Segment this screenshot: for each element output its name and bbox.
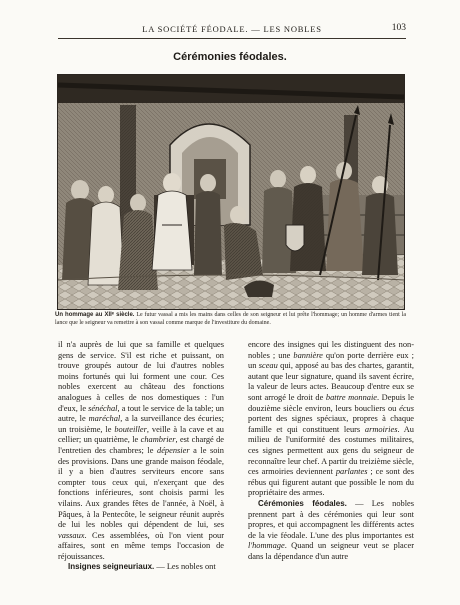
term: armoiries <box>364 424 398 434</box>
left-subsection <box>58 562 224 573</box>
text-run: a le soin des provisions. Dans une grande maison féodale, il y a bien d'autres serviteurs encore sans compter tous ceux qui, n'exerçant que des fonctions inférieures, sont choisis parmi les vilains. Aux grandes fêtes de l'année, à Noël, à Pâques, à la Pentecôte, le seigneur réunit auprès de lui les nobles qui dépendent de lui, ses <box>58 445 224 530</box>
text-run: qui, apposé au bas des chartes, garantit, autant que leur signature, quand ils savent écrire, la valeur de leurs actes. Beaucoup d'entre eux se sont arrogé le droit de <box>248 361 415 402</box>
right-subsection <box>248 499 414 563</box>
text-run: qu'on porte derrière eux ; un <box>248 350 414 371</box>
figure-caption <box>55 312 406 327</box>
term: battre monnaie <box>325 392 377 402</box>
running-title: LA SOCIÉTÉ FÉODALE. — LES NOBLES <box>142 24 322 34</box>
right-paragraph <box>248 340 414 499</box>
term: bouteiller <box>114 424 147 434</box>
caption-lead: Un hommage au XIIᵉ siècle. <box>55 312 135 318</box>
text-run: . Depuis le douzième siècle environ, leurs boucliers ou <box>248 392 414 413</box>
text-run: . Quand un seigneur veut se placer dans la dépendance d'un autre <box>248 541 414 561</box>
caption-text: Le futur vassal a mis les mains dans celles de son seigneur et lui prête l'hommage; un homme d'armes tient la lance que le seigneur va remettre à son vassal comme marque de l'investiture du domaine. <box>55 312 407 326</box>
term: l'hommage <box>248 541 285 551</box>
term: bannière <box>293 350 323 360</box>
text-run: , est chargé de l'entretien des chambres; le <box>58 435 225 455</box>
left-paragraph <box>58 340 224 562</box>
term: sceau <box>258 361 278 371</box>
text-run: il n'a auprès de lui que sa famille et quelques gens de service. S'il est riche et puissant, on trouve groupés autour de lui d'autres nobles moins fortunés qui lui forment une cour. Ces nobles exercent au château des fonctions analogues à celles de nos domestiques : l'un d'eux, le <box>58 340 224 413</box>
text-run: encore des insignes qui les distinguent des non-nobles ; une <box>248 340 414 360</box>
engraving-illustration-icon <box>57 74 405 310</box>
text-run: . Ces assemblées, où l'on vient pour affaires, sont en même temps l'occasion de réjouissances. <box>58 530 224 561</box>
term: vassaux <box>58 530 85 540</box>
text-run: ; ce sont des rébus qui figurent autant que possible le nom du propriétaire des armes. <box>248 467 414 498</box>
section-title: Cérémonies féodales. <box>173 51 287 63</box>
text-run: — Les nobles ont <box>154 562 216 572</box>
left-column <box>58 340 224 573</box>
subsection-title: Cérémonies féodales. <box>258 498 347 508</box>
text-run: , a la surveillance des écuries; un troisième, le <box>58 414 224 434</box>
text-run: , a tout le service de la table; un autre, le <box>58 403 224 424</box>
engraving-illustration-drawing <box>58 75 404 309</box>
term: écus <box>399 403 414 413</box>
term: dépensier <box>157 445 190 455</box>
page-number: 103 <box>391 23 406 33</box>
term: parlantes <box>335 467 368 477</box>
text-run: — Les nobles prennent part à des cérémonies qui leur sont propres, et qui accompagnent les différents actes de la vie féodale. L'une des plus importantes est <box>248 498 414 540</box>
term: maréchal <box>88 414 121 424</box>
text-run: . Au milieu de l'uniformité des costumes militaires, ces signes permettent aux gens du seigneur de reconnaître leur chef. A partir du treizième siècle, ces armoiries deviennent <box>248 424 414 477</box>
term: chambrier <box>140 435 176 445</box>
running-header <box>58 22 406 39</box>
term: sénéchal <box>88 403 118 413</box>
text-run: portent des signes spéciaux, propres à chaque famille et qui constituent leurs <box>248 414 414 434</box>
text-run: , veille à la cave et au cellier; un quatrième, le <box>58 424 224 445</box>
right-column <box>248 340 414 562</box>
subsection-title: Insignes seigneuriaux. <box>68 562 155 572</box>
